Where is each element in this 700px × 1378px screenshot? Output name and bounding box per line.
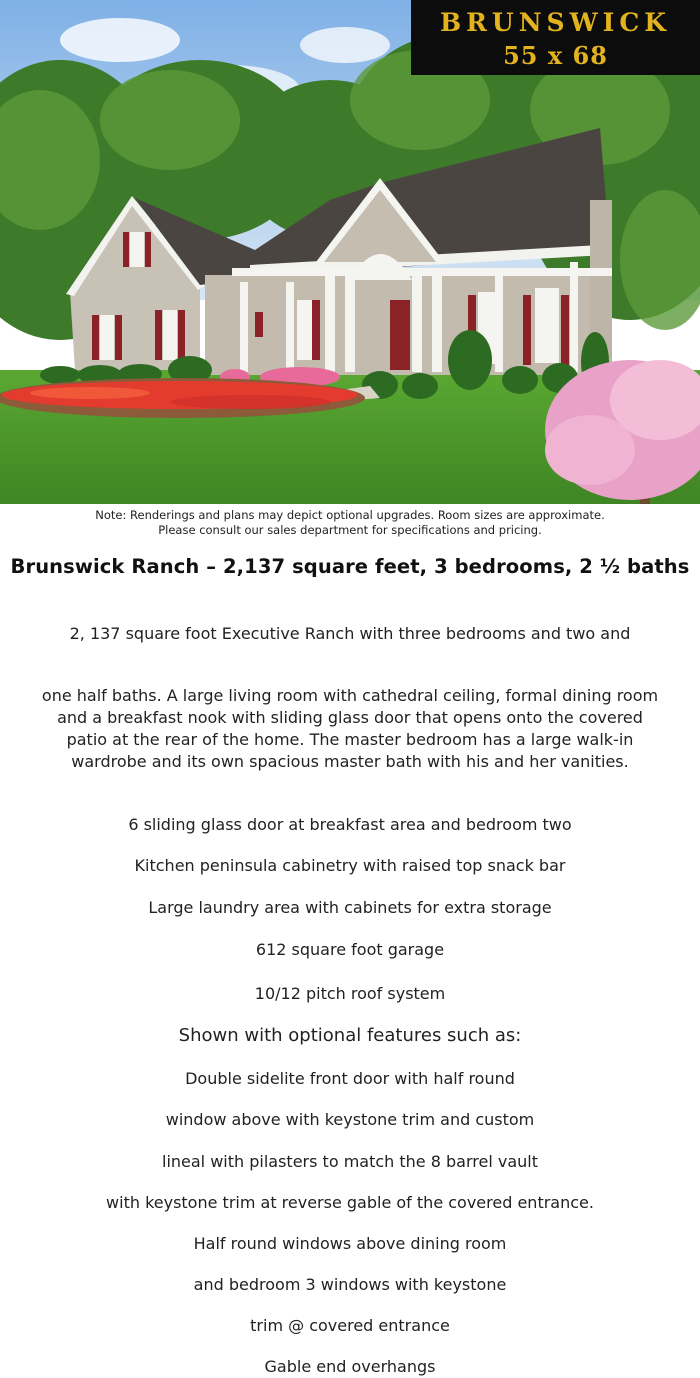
feature-item: 10/12 pitch roof system [254, 984, 446, 1003]
optional-feature-line: window above with keystone trim and custom [165, 1110, 535, 1129]
optional-feature-line: Half round windows above dining room [193, 1234, 507, 1253]
title-plate [411, 0, 700, 75]
house-illustration [0, 0, 700, 504]
optional-feature-line: and bedroom 3 windows with keystone [193, 1275, 507, 1294]
optional-feature-line: with keystone trim at reverse gable of the covered entrance. [106, 1193, 594, 1212]
plate-dimensions: 55 x 68 [503, 41, 608, 70]
feature-item: 612 square foot garage [255, 940, 445, 959]
feature-item: Kitchen peninsula cabinetry with raised top snack bar [134, 856, 566, 875]
optional-feature-line: Gable end overhangs [264, 1357, 436, 1376]
optional-feature-line: trim @ covered entrance [250, 1316, 450, 1335]
page-title: Brunswick Ranch – 2,137 square feet, 3 bedrooms, 2 ½ baths [10, 555, 690, 578]
disclaimer-note: Note: Renderings and plans may depict optional upgrades. Room sizes are approximate. Please consult our sales department for specifications and pricing. [95, 508, 605, 537]
optional-feature-line: Double sidelite front door with half round [185, 1069, 515, 1088]
feature-item: Large laundry area with cabinets for extra storage [148, 898, 552, 917]
house-rendering [0, 0, 700, 504]
optional-features-heading: Shown with optional features such as: [178, 1025, 522, 1046]
description-text: one half baths. A large living room with cathedral ceiling, formal dining room and a breakfast nook with sliding glass door that opens onto the covered patio at the rear of the home. The master bedroom has a large walk-in wardrobe and its own spacious master bath with his and her vanities. [41, 686, 659, 771]
intro-text: 2, 137 square foot Executive Ranch with three bedrooms and two and [69, 624, 631, 643]
plate-model-name: BRUNSWICK [439, 8, 671, 37]
feature-item: 6 sliding glass door at breakfast area and bedroom two [128, 815, 572, 834]
optional-feature-line: lineal with pilasters to match the 8 barrel vault [162, 1152, 538, 1171]
